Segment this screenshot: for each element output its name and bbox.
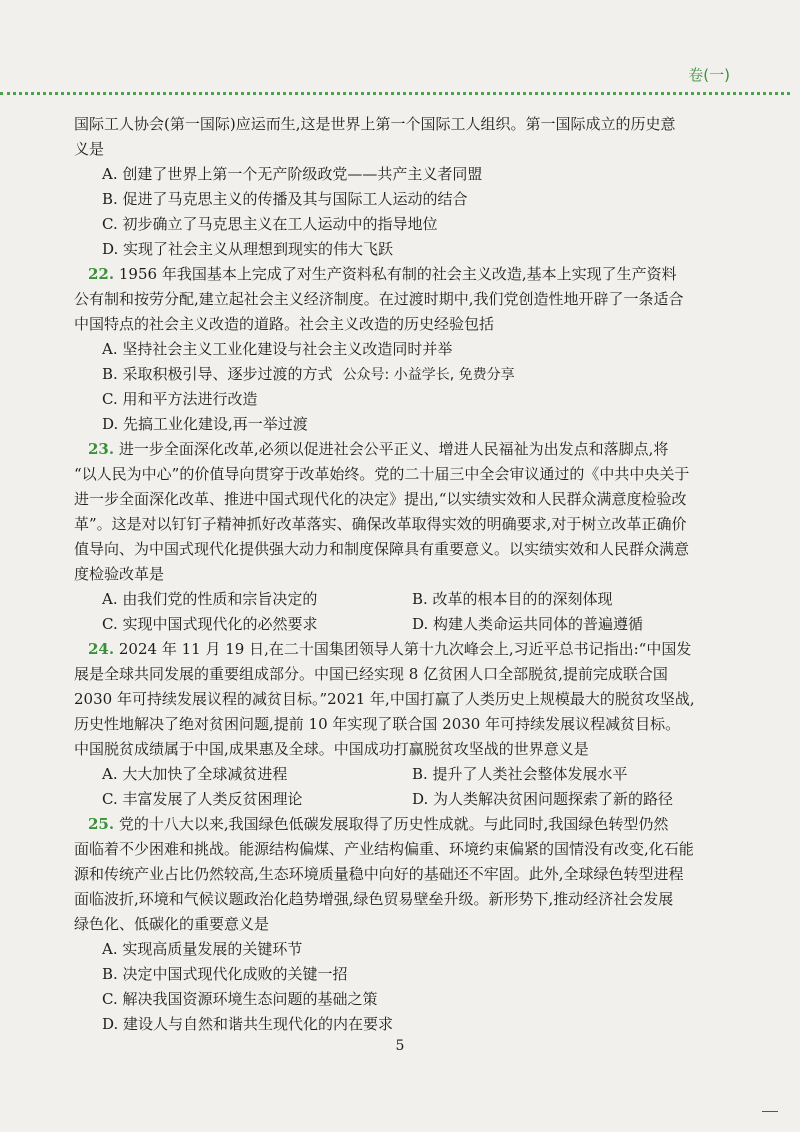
question-stem-line: 2030 年可持续发展议程的减贫目标。”2021 年,中国打赢了人类历史上规模最大的脱贫攻坚战, [74, 690, 695, 708]
question-23 [74, 437, 724, 637]
question-number: 22. [88, 265, 115, 283]
option-a: A. 由我们党的性质和宗旨决定的 [102, 590, 318, 608]
option-d: D. 为人类解决贫困问题探索了新的路径 [412, 790, 674, 808]
question-stem-line: 历史性地解决了绝对贫困问题,提前 10 年实现了联合国 2030 年可持续发展议程减贫目标。 [74, 715, 681, 733]
question-stem-line: 展是全球共同发展的重要组成部分。中国已经实现 8 亿贫困人口全部脱贫,提前完成联合国 [74, 665, 668, 683]
option-row [74, 787, 724, 812]
question-stem-line: 23. 进一步全面深化改革,必须以促进社会公平正义、增进人民福祉为出发点和落脚点,将 [88, 440, 669, 458]
section-label: 卷(一) [688, 66, 730, 84]
question-stem-line: 面临波折,环境和气候议题政治化趋势增强,绿色贸易壁垒升级。新形势下,推动经济社会发展 [74, 890, 674, 908]
question-content [74, 112, 724, 1037]
question-stem-line: 面临着不少困难和挑战。能源结构偏煤、产业结构偏重、环境约束偏紧的国情没有改变,化石能 [74, 840, 694, 858]
question-stem-line: 24. 2024 年 11 月 19 日,在二十国集团领导人第十九次峰会上,习近平总书记指出:“中国发 [88, 640, 692, 658]
option-b: B. 采取积极引导、逐步过渡的方式 公众号: 小益学长, 免费分享 [102, 365, 515, 383]
option-row [74, 587, 724, 612]
question-stem-line: 值导向、为中国式现代化提供强大动力和制度保障具有重要意义。以实绩实效和人民群众满意 [74, 540, 690, 558]
question-22 [74, 262, 724, 437]
question-stem-line: 源和传统产业占比仍然较高,生态环境质量稳中向好的基础还不牢固。此外,全球绿色转型进程 [74, 865, 684, 883]
question-number: 24. [88, 640, 115, 658]
question-stem-line: 中国脱贫成绩属于中国,成果惠及全球。中国成功打赢脱贫攻坚战的世界意义是 [74, 740, 589, 758]
question-25 [74, 812, 724, 1037]
option-c: C. 用和平方法进行改造 [102, 390, 258, 408]
question-stem-line: 25. 党的十八大以来,我国绿色低碳发展取得了历史性成就。与此同时,我国绿色转型仍然 [88, 815, 669, 833]
option-d: D. 构建人类命运共同体的普遍遵循 [412, 615, 644, 633]
question-24 [74, 637, 724, 812]
header-divider [0, 92, 790, 95]
option-b: B. 提升了人类社会整体发展水平 [412, 765, 628, 783]
option-c: C. 实现中国式现代化的必然要求 [102, 615, 318, 633]
option-d: D. 先搞工业化建设,再一举过渡 [102, 415, 308, 433]
question-stem-line: 度检验改革是 [74, 565, 165, 583]
question-stem-line: “以人民为中心”的价值导向贯穿于改革始终。党的二十届三中全会审议通过的《中共中央关于 [74, 465, 690, 483]
page-number: 5 [395, 1038, 405, 1054]
question-21 [74, 112, 724, 262]
option-c: C. 丰富发展了人类反贫困理论 [102, 790, 303, 808]
question-stem-line: 国际工人协会(第一国际)应运而生,这是世界上第一个国际工人组织。第一国际成立的历史意 [74, 115, 676, 133]
option-c: C. 初步确立了马克思主义在工人运动中的指导地位 [102, 215, 438, 233]
option-a: A. 大大加快了全球减贫进程 [102, 765, 288, 783]
question-stem-line: 中国特点的社会主义改造的道路。社会主义改造的历史经验包括 [74, 315, 495, 333]
option-d: D. 建设人与自然和谐共生现代化的内在要求 [102, 1015, 394, 1033]
option-b: B. 决定中国式现代化成败的关键一招 [102, 965, 348, 983]
question-stem-line: 公有制和按劳分配,建立起社会主义经济制度。在过渡时期中,我们党创造性地开辟了一条适合 [74, 290, 684, 308]
option-a: A. 实现高质量发展的关键环节 [102, 940, 303, 958]
corner-mark [762, 1111, 778, 1112]
question-stem-line: 绿色化、低碳化的重要意义是 [74, 915, 270, 933]
question-stem-line: 革”。这是对以钉钉子精神抓好改革落实、确保改革取得实效的明确要求,对于树立改革正确价 [74, 515, 687, 533]
question-stem-line: 22. 1956 年我国基本上完成了对生产资料私有制的社会主义改造,基本上实现了生产资料 [88, 265, 677, 283]
option-b: B. 改革的根本目的的深刻体现 [412, 590, 613, 608]
question-stem-line: 进一步全面深化改革、推进中国式现代化的决定》提出,“以实绩实效和人民群众满意度检验改 [74, 490, 687, 508]
option-c: C. 解决我国资源环境生态问题的基础之策 [102, 990, 378, 1008]
question-number: 23. [88, 440, 115, 458]
option-d: D. 实现了社会主义从理想到现实的伟大飞跃 [102, 240, 394, 258]
option-a: A. 坚持社会主义工业化建设与社会主义改造同时并举 [102, 340, 453, 358]
option-b: B. 促进了马克思主义的传播及其与国际工人运动的结合 [102, 190, 468, 208]
option-a: A. 创建了世界上第一个无产阶级政党——共产主义者同盟 [102, 165, 483, 183]
option-row [74, 762, 724, 787]
question-stem-line: 义是 [74, 140, 105, 158]
watermark-note: 公众号: 小益学长, 免费分享 [342, 367, 515, 383]
option-row [74, 612, 724, 637]
question-number: 25. [88, 815, 115, 833]
